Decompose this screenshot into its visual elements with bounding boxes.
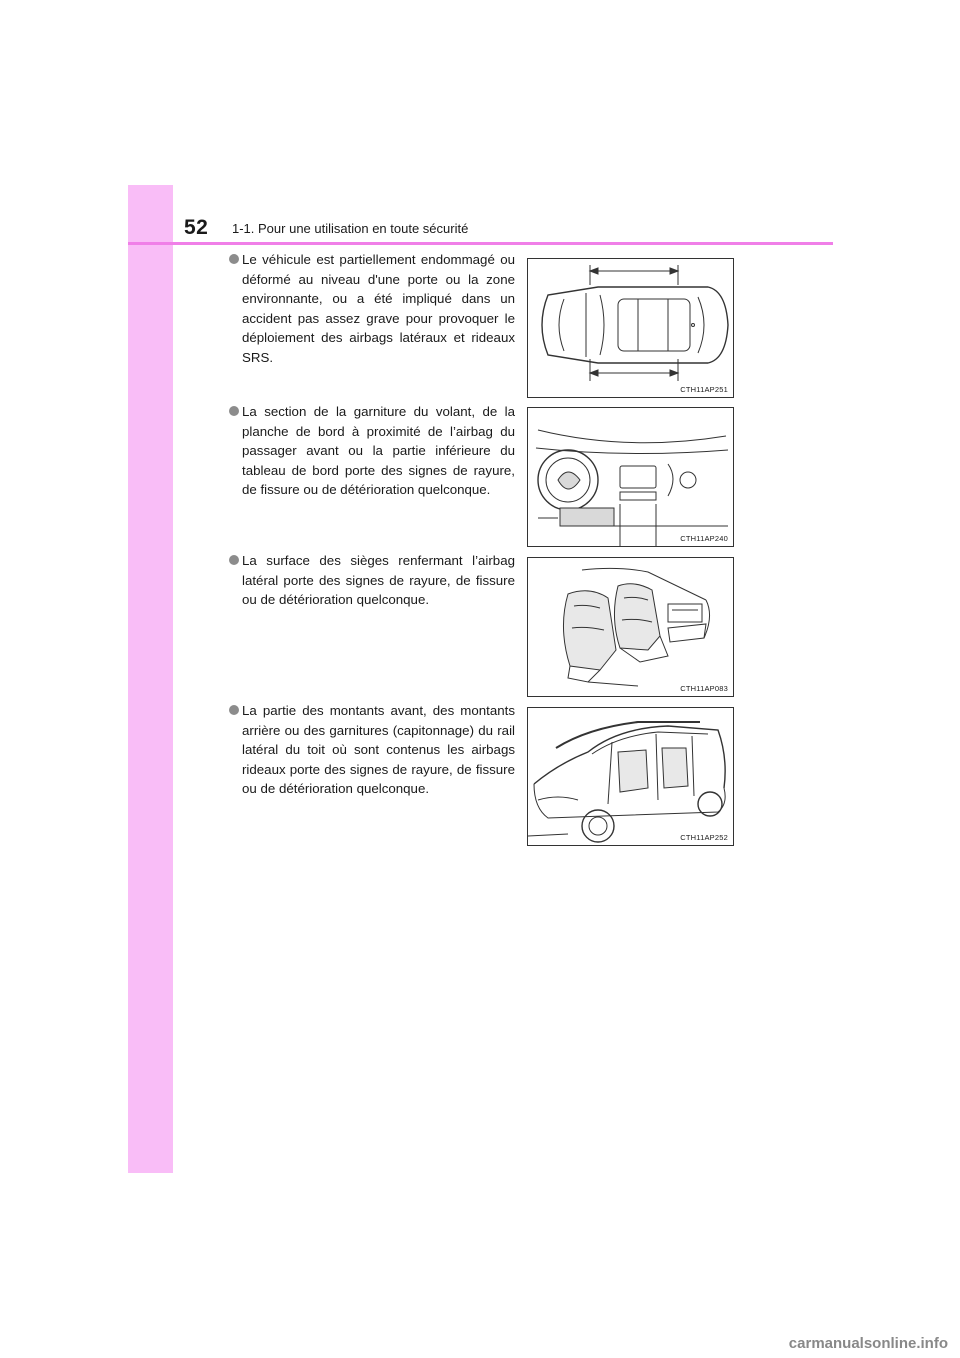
list-item (229, 551, 515, 610)
list-item-text: La surface des sièges renfermant l’airbag latéral porte des signes de rayure, de fissure ou de détérioration quelconque. (242, 553, 515, 607)
section-side-band (128, 185, 173, 1173)
header-rule (128, 242, 833, 245)
list-item (229, 402, 515, 500)
car-top-view-icon (528, 259, 733, 397)
seats-icon (528, 558, 733, 696)
figure-car-top-view (527, 258, 734, 398)
list-item (229, 250, 515, 367)
chapter-title: 1-1. Pour une utilisation en toute sécurité (232, 221, 469, 236)
car-side-open-doors-icon (528, 708, 733, 845)
figure-seats (527, 557, 734, 697)
page-number: 52 (184, 216, 209, 239)
list-item (229, 701, 515, 799)
list-item-text: La partie des montants avant, des montants arrière ou des garnitures (capitonnage) du rail latéral du toit où sont contenus les airbags rideaux porte des signes de rayure, de fissure ou de détérioration quelconque. (242, 703, 515, 796)
bullet-icon (229, 705, 239, 715)
watermark: carmanualsonline.info (788, 1335, 948, 1352)
figure-dashboard (527, 407, 734, 547)
dashboard-icon (528, 408, 733, 546)
figure-code: CTH11AP240 (680, 534, 728, 543)
figure-car-side (527, 707, 734, 846)
bullet-icon (229, 406, 239, 416)
bullet-icon (229, 254, 239, 264)
figure-code: CTH11AP251 (680, 385, 728, 394)
figure-code: CTH11AP083 (680, 684, 728, 693)
list-item-text: La section de la garniture du volant, de la planche de bord à proximité de l’airbag du passager avant ou la partie inférieure du tableau de bord porte des signes de rayure, de fissure ou de détérioration quelconque. (242, 404, 515, 497)
list-item-text: Le véhicule est partiellement endommagé ou déformé au niveau d'une porte ou la zone environnante, ou a été impliqué dans un accident pas assez grave pour provoquer le déploiement des airbags latéraux et rideaux SRS. (242, 252, 515, 365)
figure-code: CTH11AP252 (680, 833, 728, 842)
bullet-icon (229, 555, 239, 565)
